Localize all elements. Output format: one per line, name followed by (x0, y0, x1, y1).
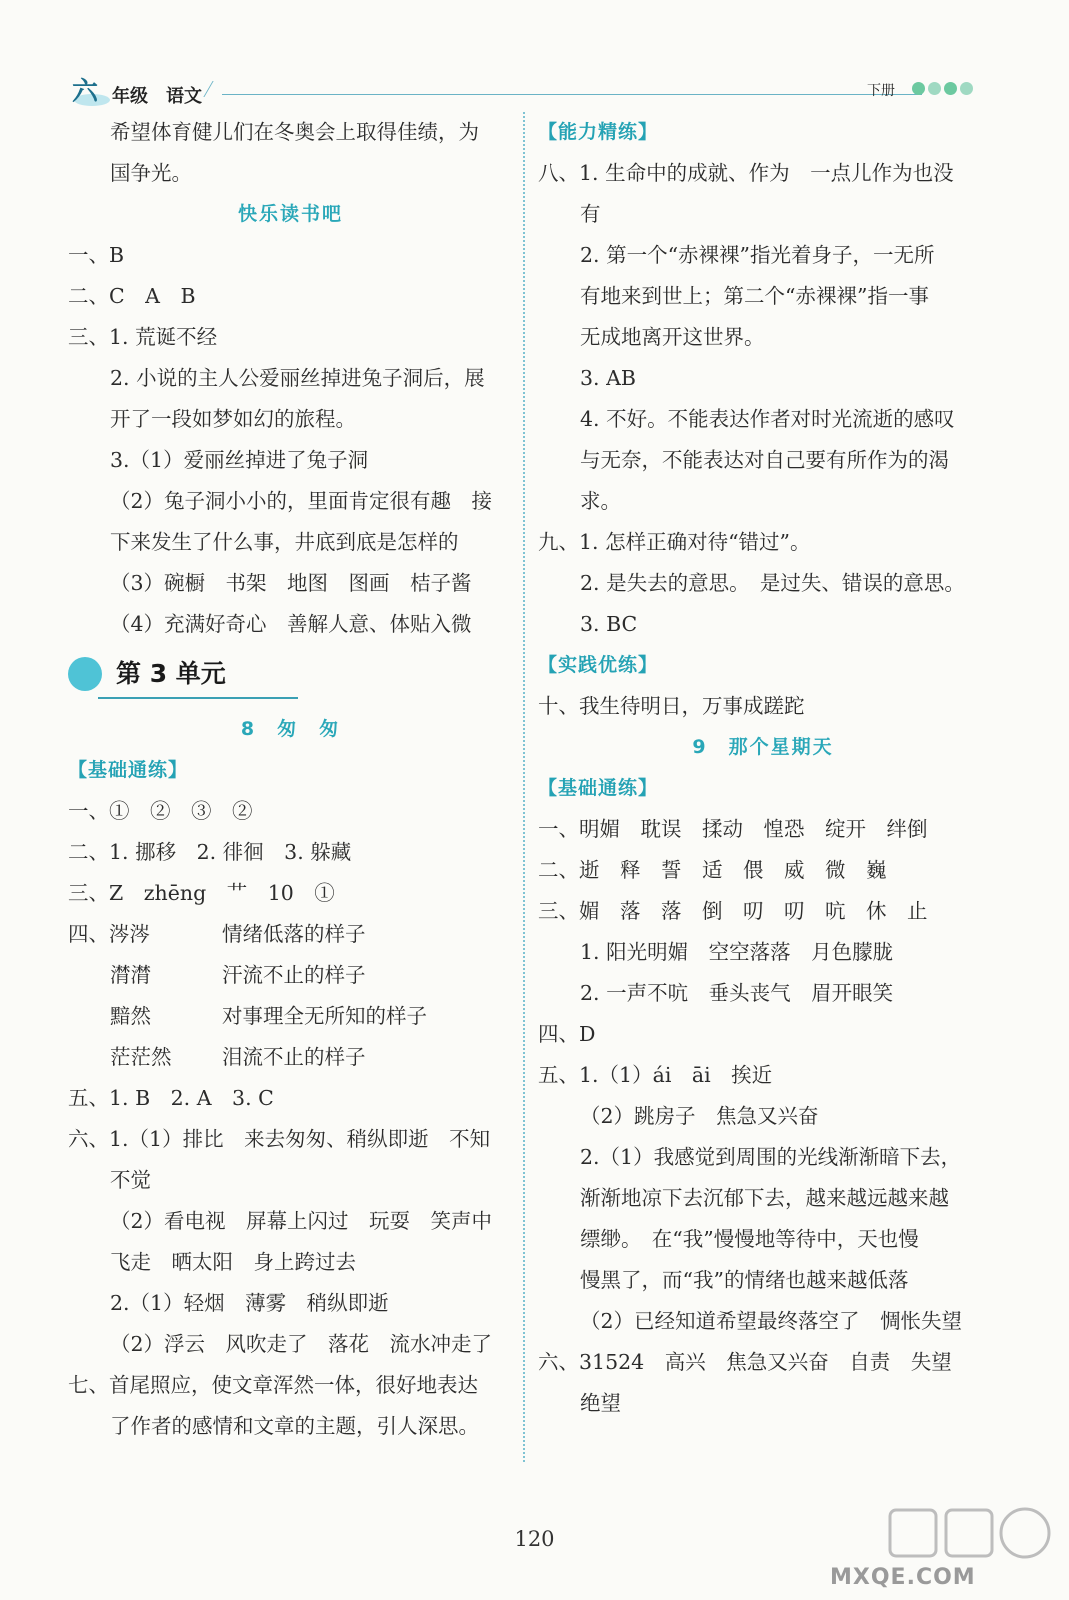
section-tag: 【实践优练】 (538, 654, 659, 676)
header-dots-icon (912, 82, 973, 95)
left-column (68, 112, 513, 1447)
grade-badge: 六 (72, 80, 106, 104)
answer-line: 三、Z zhēng 艹 10 ① (68, 881, 335, 905)
unit-title: 第 3 单元 (116, 659, 226, 688)
answer-line: 渐渐地凉下去沉郁下去，越来越远越来越 (580, 1186, 949, 1210)
pair-meaning: 情绪低落的样子 (222, 922, 366, 946)
answer-line: （2）看电视 屏幕上闪过 玩耍 笑声中 (110, 1209, 493, 1233)
answer-line: 七、首尾照应，使文章浑然一体，很好地表达 (68, 1373, 478, 1397)
answer-pair (68, 1037, 513, 1078)
pair-meaning: 对事理全无所知的样子 (222, 1004, 427, 1028)
section-tag: 【基础通练】 (538, 777, 659, 799)
answer-line: （3）碗橱 书架 地图 图画 桔子酱 (110, 571, 472, 595)
pair-word: 茫茫然 (110, 1045, 172, 1069)
answer-line: 2. 第一个“赤裸裸”指光着身子，一无所 (580, 243, 935, 267)
answer-line: 下来发生了什么事，井底到底是怎样的 (110, 530, 459, 554)
answer-line: 2.（1）我感觉到周围的光线渐渐暗下去， (580, 1145, 962, 1169)
answer-line: 有 (580, 202, 601, 226)
answer-line: 3. AB (580, 366, 636, 390)
section-title: 快乐读书吧 (237, 203, 343, 225)
answer-line: 4. 不好。不能表达作者对时光流逝的感叹 (580, 407, 955, 431)
answer-line: 二、逝 释 誓 适 偎 威 微 巍 (538, 858, 887, 882)
text-line: 国争光。 (110, 161, 192, 185)
pair-meaning: 泪流不止的样子 (222, 1045, 366, 1069)
answer-line: 3.（1）爱丽丝掉进了兔子洞 (110, 448, 369, 472)
volume-label: 下册 (867, 83, 895, 99)
answer-line: 2. 是失去的意思。 是过失、错误的意思。 (580, 571, 965, 595)
page-header (72, 72, 992, 112)
subject-label: 语文 (166, 86, 202, 107)
unit-heading (68, 653, 513, 709)
answer-line: 六、1.（1）排比 来去匆匆、稍纵即逝 不知 (68, 1127, 491, 1151)
answer-line: 绝望 (580, 1391, 621, 1415)
answer-line: 不觉 (110, 1168, 151, 1192)
answer-line: 无成地离开这世界。 (580, 325, 765, 349)
answer-line: 五、1.（1）ái āi 挨近 (538, 1063, 773, 1087)
pair-word: 潸潸 (110, 963, 151, 987)
answer-line: 有地来到世上；第二个“赤裸裸”指一事 (580, 284, 929, 308)
answer-pair (68, 955, 513, 996)
answer-pair (68, 996, 513, 1037)
answer-line: 四、D (538, 1022, 596, 1046)
answer-line: （4）充满好奇心 善解人意、体贴入微 (110, 612, 472, 636)
answer-line: 一、明媚 耽误 揉动 惶恐 绽开 绊倒 (538, 817, 928, 841)
answer-line: （2）已经知道希望最终落空了 惆怅失望 (580, 1309, 963, 1333)
answer-line: 缥缈。 在“我”慢慢地等待中，天也慢 (580, 1227, 919, 1251)
answer-line: 2.（1）轻烟 薄雾 稍纵即逝 (110, 1291, 389, 1315)
answer-line: 二、1. 挪移 2. 徘徊 3. 躲藏 (68, 840, 352, 864)
answer-line: 三、媚 落 落 倒 叨 叨 吭 休 止 (538, 899, 928, 923)
pair-meaning: 汗流不止的样子 (222, 963, 366, 987)
answer-line: （2）跳房子 焦急又兴奋 (580, 1104, 819, 1128)
answer-line: 十、我生待明日，万事成蹉跎 (538, 694, 805, 718)
answer-line: 一、B (68, 243, 125, 267)
answer-line: 求。 (580, 489, 621, 513)
lesson-title: 8 匆 匆 (240, 718, 341, 740)
unit-underline (98, 697, 298, 699)
answer-line: 3. BC (580, 612, 638, 636)
pair-word: 黯然 (110, 1004, 151, 1028)
answer-line: 了作者的感情和文章的主题，引人深思。 (110, 1414, 479, 1438)
pair-word: 四、涔涔 (68, 922, 150, 946)
answer-line: 开了一段如梦如幻的旅程。 (110, 407, 356, 431)
answer-line: 慢黑了，而“我”的情绪也越来越低落 (580, 1268, 909, 1292)
grade-label: 年级 (112, 86, 148, 107)
right-column (538, 112, 988, 1424)
answer-line: （2）兔子洞小小的，里面肯定很有趣 接 (110, 489, 493, 513)
answer-line: 2. 一声不吭 垂头丧气 眉开眼笑 (580, 981, 894, 1005)
answer-pair (68, 914, 513, 955)
answer-line: 2. 小说的主人公爱丽丝掉进兔子洞后，展 (110, 366, 485, 390)
unit-circle-icon (68, 657, 102, 691)
lesson-title: 9 那个星期天 (692, 736, 834, 758)
answer-line: 飞走 晒太阳 身上跨过去 (110, 1250, 356, 1274)
watermark-text: MXQE.COM (830, 1565, 976, 1590)
answer-line: 与无奈，不能表达对自己要有所作为的渴 (580, 448, 949, 472)
answer-line: 一、① ② ③ ② (68, 799, 253, 823)
page-number: 120 (514, 1527, 555, 1551)
answer-line: （2）浮云 风吹走了 落花 流水冲走了 (110, 1332, 493, 1356)
header-rule (222, 94, 922, 95)
answer-line: 六、31524 高兴 焦急又兴奋 自责 失望 (538, 1350, 952, 1374)
section-tag: 【能力精练】 (538, 121, 659, 143)
answer-line: 三、1. 荒诞不经 (68, 325, 218, 349)
answer-line: 1. 阳光明媚 空空落落 月色朦胧 (580, 940, 894, 964)
answer-line: 九、1. 怎样正确对待“错过”。 (538, 530, 811, 554)
text-line: 希望体育健儿们在冬奥会上取得佳绩，为 (110, 120, 479, 144)
answer-line: 五、1. B 2. A 3. C (68, 1086, 274, 1110)
answer-line: 二、C A B (68, 284, 196, 308)
column-divider (523, 112, 525, 1462)
answer-line: 八、1. 生命中的成就、作为 一点儿作为也没 (538, 161, 954, 185)
section-tag: 【基础通练】 (68, 759, 189, 781)
